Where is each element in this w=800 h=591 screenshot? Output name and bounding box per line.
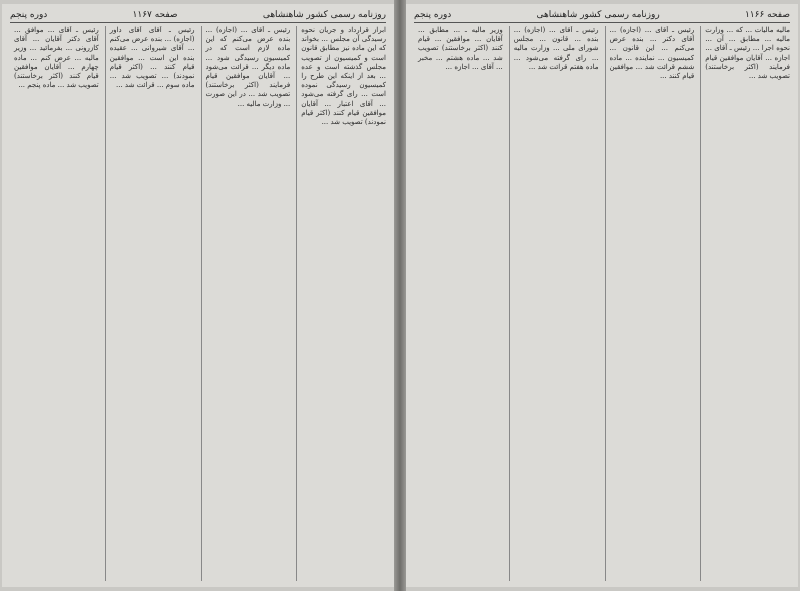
left-column-4	[10, 26, 99, 581]
right-column-4-text: وزیر مالیه ـ ... مطابق ... آقایان ... موافقین ... قیام کنند (اکثر برخاستند) تصویب شد ... ماده هشتم ... مخبر ... آقای ... اجازه ...	[418, 26, 503, 71]
right-column-2	[605, 26, 695, 581]
right-column-2-text: رئیس ـ آقای ... (اجازه) ... آقای دکتر ... بنده عرض می‌کنم ... این قانون ... کمیسیون ... نماینده ... ماده ششم قرائت شد ... موافقین قیام کنند ...	[609, 26, 695, 81]
left-page-columns	[10, 26, 386, 581]
right-column-3-text: رئیس ـ آقای ... (اجازه) ... بنده ... قانون ... مجلس شورای ملی ... وزارت مالیه ... رای گرفته می‌شود ... ماده هفتم قرائت شد ...	[513, 26, 599, 71]
left-page-header	[10, 8, 386, 23]
right-header-right: صفحه ۱۱۶۶	[744, 10, 790, 20]
right-column-3	[509, 26, 599, 581]
left-column-3-text: رئیس ـ آقای آقای داور (اجازه) ... بنده عرض می‌کنم ... آقای شیروانی ... عقیده بنده این است ... موافقین قیام کنند ... (اکثر قیام نمودند) ... تصویب شد ... ماده سوم ... قرائت شد ...	[109, 26, 195, 90]
left-header-center: صفحه ۱۱۶۷	[132, 10, 178, 20]
left-column-4-text: رئیس ـ آقای ... موافق ... آقای دکتر آقایان ... آقای کازرونی ... بفرمائید ... وزیر مالیه ... عرض کنم ... ماده چهارم ... آقایان موافقین قیام کنند (اکثر برخاستند) تصویب شد ... ماده پنجم ...	[14, 26, 99, 90]
right-page-columns	[414, 26, 790, 581]
left-header-left: دوره پنجم	[10, 10, 48, 20]
left-column-2	[201, 26, 291, 581]
right-header-left: دوره پنجم	[414, 10, 452, 20]
right-column-1	[700, 26, 790, 581]
left-header-right: روزنامه رسمی کشور شاهنشاهی	[262, 10, 386, 20]
left-column-3	[105, 26, 195, 581]
book-gutter	[394, 0, 406, 591]
left-page	[2, 4, 394, 587]
right-page	[406, 4, 798, 587]
right-header-center: روزنامه رسمی کشور شاهنشاهی	[536, 10, 660, 20]
left-column-2-text: رئیس ـ آقای ... (اجازه) ... بنده عرض می‌کنم که این ماده لازم است که در کمیسیون رسیدگی شود ... ماده دیگر ... قرائت می‌شود ... آقایان موافقین قیام فرمایند (اکثر برخاستند) تصویب شد ... در این صورت ... وزارت مالیه ...	[205, 26, 291, 108]
left-column-1-text: ابراز قرارداد و جریان نحوه رسیدگی آن مجلس ... بخواند که این ماده نیز مطابق قانون است و کمیسیون از تصویب مجلس گذشته است و عده ... بعد از اینکه این طرح را کمیسیون رسیدگی نموده است ... رای گرفته می‌شود ... آقای اعتبار ... آقایان موافقین قیام کنند (اکثر قیام نمودند) تصویب شد ...	[301, 26, 386, 127]
right-column-4	[414, 26, 503, 581]
left-column-1	[296, 26, 386, 581]
right-page-header	[414, 8, 790, 23]
right-column-1-text: مالیه مالیات ... که ... وزارت مالیه ... مطابق ... آن ... نحوه اجرا ... رئیس ـ آقای ... اجازه ... آقایان موافقین قیام فرمایند (اکثر برخاستند) تصویب شد ...	[705, 26, 790, 81]
